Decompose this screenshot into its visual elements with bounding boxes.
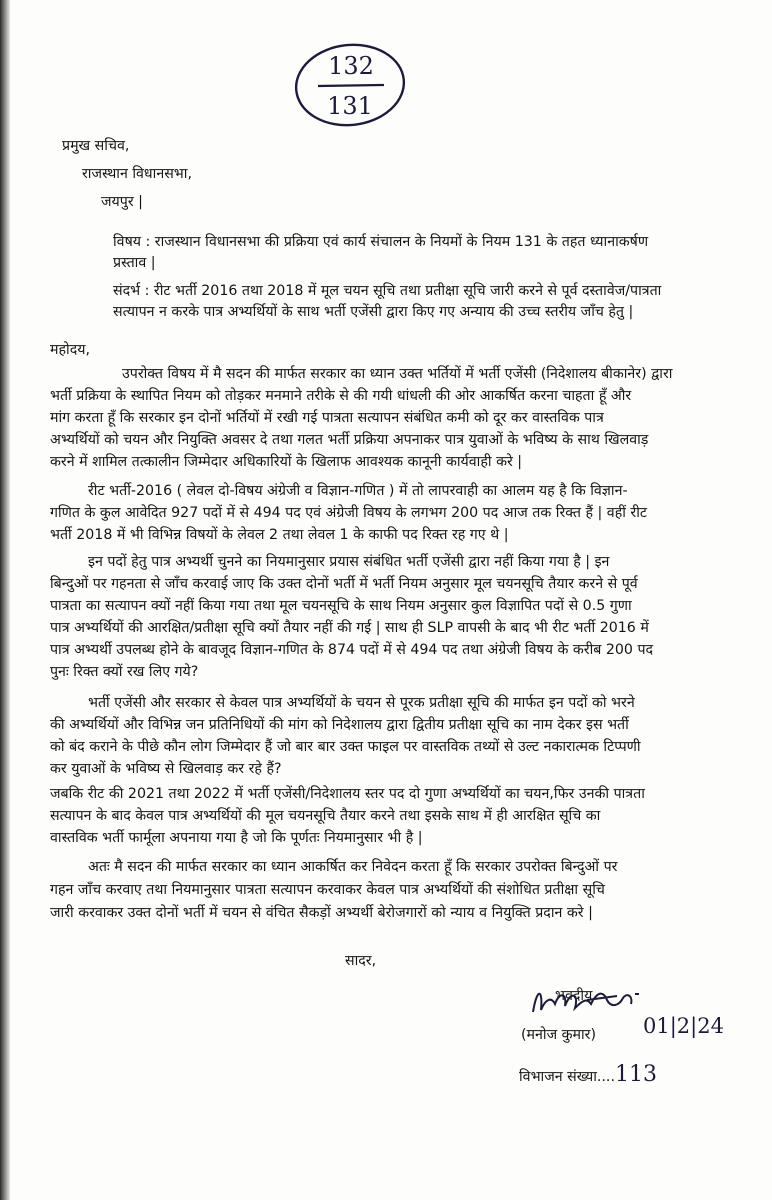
para3-line: बिन्दुओं पर गहनता से जाँच करवाई जाए कि उक्त दोनों भर्ती में भर्ती नियम अनुसार मूल चयनसूचि तैयार करने से पूर्व — [50, 576, 638, 592]
division-number: 113 — [614, 1062, 657, 1087]
para6-line: जारी करवाकर उक्त दोनों भर्ती में चयन से वंचित सैकड़ों अभ्यर्थी बेरोजगारों को न्याय व नियुक्ति प्रदान करे | — [50, 905, 593, 921]
para3-line: पुनः रिक्त क्यों रख लिए गये? — [50, 664, 199, 680]
subject-line-1: विषय : राजस्थान विधानसभा की प्रक्रिया एवं कार्य संचालन के नियमों के नियम 131 के तहत ध्यानाकर्षण — [113, 234, 649, 250]
para5-line: सत्यापन के बाद केवल पात्र अभ्यर्थियों की मूल चयनसूचि तैयार करने तथा इसके साथ में ही आरक्षित सूचि का — [50, 808, 601, 824]
stamp-bottom-number: 131 — [327, 92, 373, 120]
circled-number-stamp — [292, 40, 408, 130]
para6-line: अतः मै सदन की मार्फत सरकार का ध्यान आकर्षित कर निवेदन करता हूँ कि सरकार उपरोक्त बिन्दुओं पर — [88, 859, 618, 875]
para4-line: की अभ्यर्थियों और विभिन्न जन प्रतिनिधियों की मांग को निदेशालय द्वारा द्वितीय प्रतीक्षा सूचि का नाम देकर इस भर्ती — [50, 717, 629, 733]
para1-line: करने में शामिल तत्कालीन जिम्मेदार अधिकारियों के खिलाफ आवश्यक कानूनी कार्यवाही करे | — [50, 454, 523, 470]
para1-line: अभ्यर्थियों को चयन और नियुक्ति अवसर दे तथा गलत भर्ती प्रक्रिया अपनाकर पात्र युवाओं के भविष्य के साथ खिलवाड़ — [50, 432, 649, 448]
salutation: महोदय, — [50, 342, 90, 358]
closing: सादर, — [345, 953, 377, 969]
addressee-line-3: जयपुर | — [101, 194, 143, 210]
yours-faithfully: भवदीय — [555, 988, 593, 1004]
reference-line-2: सत्यापन न करके पात्र अभ्यर्थियों के साथ भर्ती एजेंसी द्वारा किए गए अन्याय की उच्च स्तरीय जाँच हेतु | — [113, 304, 634, 320]
para4-line: को बंद कराने के पीछे कौन लोग जिम्मेदार हैं जो बार बार उक्त फाइल पर वास्तविक तथ्यों से उल्ट नकारात्मक टिप्पणी — [50, 739, 641, 755]
para1-line: भर्ती प्रक्रिया के स्थापित नियम को तोड़कर मनमाने तरीके से की गयी धांधली की ओर आकर्षित करना चाहता हूँ और — [50, 388, 632, 404]
addressee-line-1: प्रमुख सचिव, — [62, 138, 130, 154]
para4-line: भर्ती एजेंसी और सरकार से केवल पात्र अभ्यर्थियों के चयन से पूरक प्रतीक्षा सूचि की मार्फत इन पदों को भरने — [88, 695, 635, 711]
addressee-line-2: राजस्थान विधानसभा, — [82, 166, 192, 182]
para3-line: इन पदों हेतु पात्र अभ्यर्थी चुनने का नियमानुसार प्रयास संबंधित भर्ती एजेंसी द्वारा नहीं किया गया है | इन — [88, 554, 610, 570]
signatory-name: (मनोज कुमार) — [521, 1027, 596, 1043]
para2-line: भर्ती 2018 में भी विभिन्न विषयों के लेवल 2 तथा लेवल 1 के काफी पद रिक्त रह गए थे | — [50, 527, 509, 543]
para2-line: गणित के कुल आवेदित 927 पदों में से 494 पद एवं अंग्रेजी विषय के लगभग 200 पद आज तक रिक्त हैं | वहीं रीट — [50, 505, 648, 521]
para3-line: पात्र अभ्यर्थियों की आरक्षित/प्रतीक्षा सूचि क्यों तैयार नहीं की गई | साथ ही SLP वापसी के बाद भी रीट भर्ती 2016 में — [50, 620, 649, 636]
scan-edge — [0, 0, 10, 1200]
reference-line-1: संदर्भ : रीट भर्ती 2016 तथा 2018 में मूल चयन सूचि तथा प्रतीक्षा सूचि जारी करने से पूर्व दस्तावेज/पात्रता — [113, 283, 662, 299]
division-label: विभाजन संख्या.... — [519, 1069, 615, 1085]
stamp-top-number: 132 — [328, 52, 374, 80]
para1-line: मांग करता हूँ कि सरकार इन दोनों भर्तियों में रखी गई पात्रता सत्यापन संबंधित कमी को दूर कर वास्तविक पात्र — [50, 410, 604, 426]
para1-line: उपरोक्त विषय में मै सदन की मार्फत सरकार का ध्यान उक्त भर्तियों में भर्ती एजेंसी (निदेशालय बीकानेर) द्वारा — [122, 366, 673, 382]
subject-line-2: प्रस्ताव | — [113, 255, 156, 271]
para5-line: जबकि रीट की 2021 तथा 2022 में भर्ती एजेंसी/निदेशालय स्तर पद दो गुणा अभ्यर्थियों का चयन,फिर उनकी पात्रता — [50, 786, 645, 802]
para3-line: पात्र अभ्यर्थी उपलब्ध होने के बावजूद विज्ञान-गणित के 874 पदों में से 494 पद तथा अंग्रेजी विषय के करीब 200 पद — [50, 642, 654, 658]
handwritten-date-note: 01|2|24 — [643, 1014, 724, 1038]
division-number-row — [519, 1062, 657, 1087]
para5-line: वास्तविक भर्ती फार्मूला अपनाया गया है जो कि पूर्णतः नियमानुसार भी है | — [50, 830, 423, 846]
para6-line: गहन जाँच करवाए तथा नियमानुसार पात्रता सत्यापन करवाकर केवल पात्र अभ्यर्थियों की संशोधित प्रतीक्षा सूचि — [50, 882, 605, 898]
para2-line: रीट भर्ती-2016 ( लेवल दो-विषय अंग्रेजी व विज्ञान-गणित ) में तो लापरवाही का आलम यह है कि विज्ञान- — [88, 483, 628, 499]
para3-line: पात्रता का सत्यापन क्यों नहीं किया गया तथा मूल चयनसूचि के साथ नियम अनुसार कुल विज्ञापित पदों से 0.5 गुणा — [50, 598, 632, 614]
para4-line: कर युवाओं के भविष्य से खिलवाड़ कर रहे हैं? — [50, 761, 282, 777]
